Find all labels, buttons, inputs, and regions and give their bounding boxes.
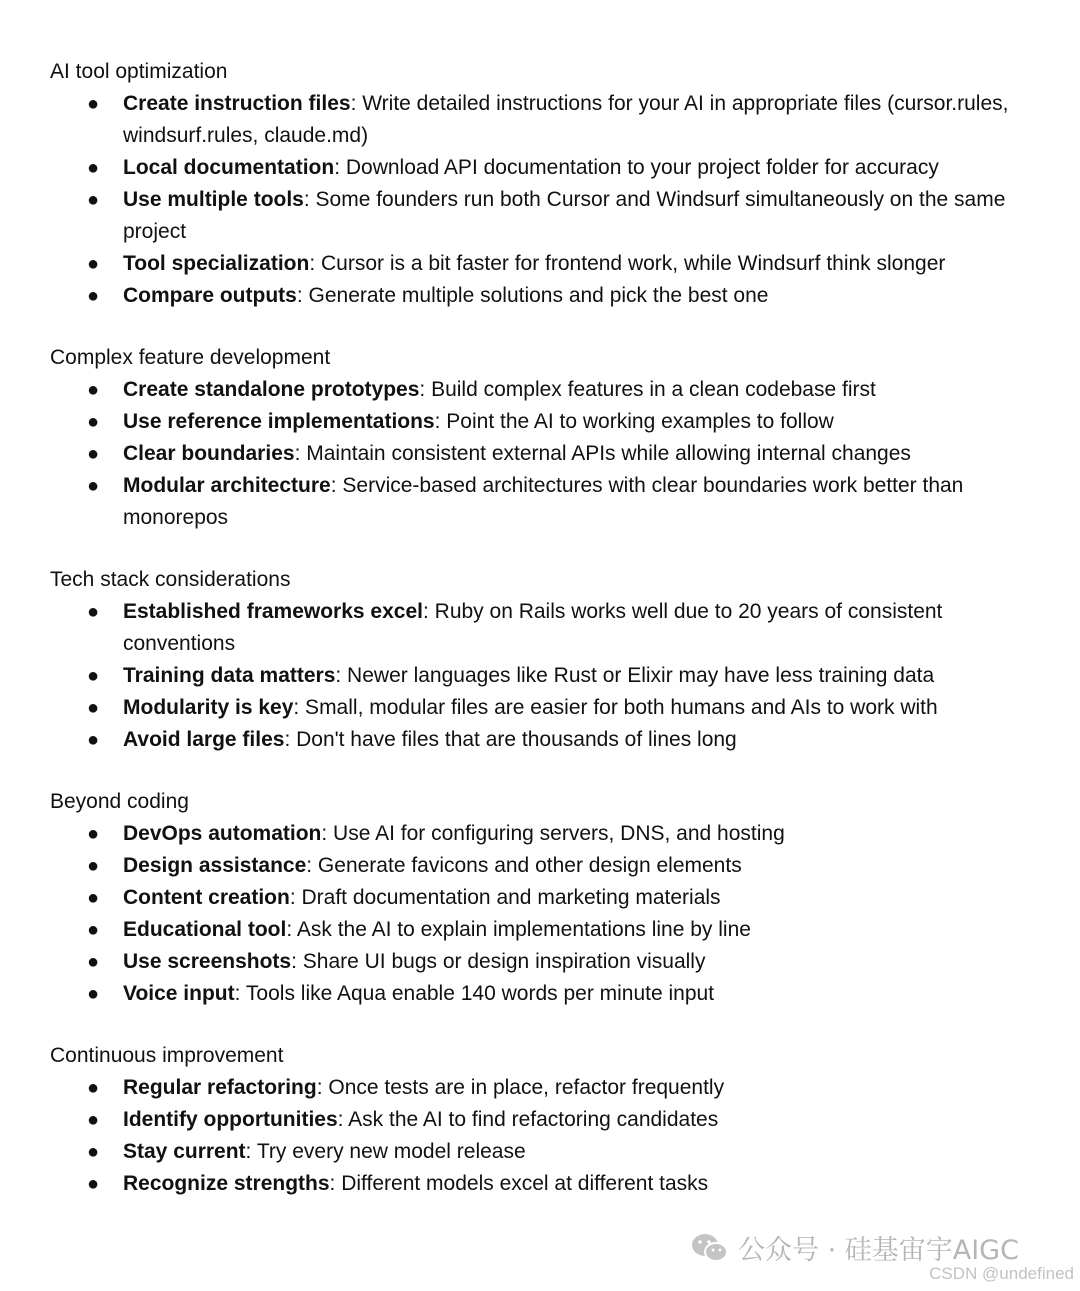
item-term: Create standalone prototypes [123, 378, 420, 401]
bullet-icon: ● [87, 823, 100, 845]
wechat-watermark [690, 1228, 1019, 1267]
bullet-icon: ● [87, 285, 100, 307]
section [50, 564, 1040, 756]
item-description: : Generate multiple solutions and pick the best one [296, 284, 769, 307]
item-description: : Try every new model release [245, 1140, 526, 1163]
list-item [50, 850, 1040, 882]
list-item [50, 1168, 1040, 1200]
list-item [50, 818, 1040, 850]
section [50, 1040, 1040, 1200]
bullet-icon: ● [87, 601, 100, 623]
section-title: Beyond coding [50, 790, 189, 813]
section-title: Complex feature development [50, 346, 331, 369]
section-title: Tech stack considerations [50, 568, 291, 591]
bullet-icon: ● [87, 443, 100, 465]
item-term: Create instruction files [123, 92, 351, 115]
item-description: : Don't have files that are thousands of lines long [284, 728, 737, 751]
bullet-icon: ● [87, 983, 100, 1005]
list-item [50, 184, 1040, 248]
list-item [50, 438, 1040, 470]
item-description: : Some founders run both Cursor and Windsurf simultaneously on the same project [123, 188, 1006, 243]
item-term: Modular architecture [123, 474, 331, 497]
list-item [50, 882, 1040, 914]
list-item [50, 280, 1040, 312]
list-item [50, 660, 1040, 692]
document-body [50, 56, 1040, 1230]
item-term: Modularity is key [123, 696, 294, 719]
list-item [50, 152, 1040, 184]
list-item [50, 1072, 1040, 1104]
item-term: Identify opportunities [123, 1108, 338, 1131]
item-term: Content creation [123, 886, 290, 909]
item-term: Established frameworks excel [123, 600, 423, 623]
list-item [50, 978, 1040, 1010]
list-item [50, 1136, 1040, 1168]
item-description: : Once tests are in place, refactor frequently [316, 1076, 725, 1099]
bullet-icon: ● [87, 189, 100, 211]
bullet-icon: ● [87, 855, 100, 877]
list-item [50, 374, 1040, 406]
csdn-credit: CSDN @undefined [929, 1264, 1074, 1283]
item-term: Clear boundaries [123, 442, 295, 465]
section [50, 786, 1040, 1010]
bullet-icon: ● [87, 1109, 100, 1131]
item-term: Tool specialization [123, 252, 310, 275]
list-item [50, 914, 1040, 946]
bullet-icon: ● [87, 93, 100, 115]
list-item [50, 406, 1040, 438]
item-description: : Download API documentation to your project folder for accuracy [334, 156, 939, 179]
item-description: : Service-based architectures with clear boundaries work better than monorepos [123, 474, 964, 529]
item-description: : Draft documentation and marketing materials [289, 886, 721, 909]
bullet-icon: ● [87, 1141, 100, 1163]
bullet-list [50, 374, 1040, 534]
item-term: Use reference implementations [123, 410, 435, 433]
bullet-icon: ● [87, 1173, 100, 1195]
section-title: AI tool optimization [50, 60, 228, 83]
bullet-icon: ● [87, 697, 100, 719]
item-description: : Maintain consistent external APIs while allowing internal changes [294, 442, 911, 465]
bullet-list [50, 596, 1040, 756]
item-description: : Write detailed instructions for your AI in appropriate files (cursor.rules, windsurf.rules, claude.md) [123, 92, 1009, 147]
item-description: : Cursor is a bit faster for frontend work, while Windsurf think slonger [309, 252, 946, 275]
list-item [50, 1104, 1040, 1136]
wechat-icon [690, 1231, 730, 1265]
bullet-list [50, 88, 1040, 312]
section [50, 342, 1040, 534]
list-item [50, 596, 1040, 660]
bullet-icon: ● [87, 729, 100, 751]
bullet-icon: ● [87, 919, 100, 941]
item-description: : Small, modular files are easier for both humans and AIs to work with [293, 696, 938, 719]
bullet-list [50, 818, 1040, 1010]
section [50, 56, 1040, 312]
item-term: Voice input [123, 982, 235, 1005]
item-description: : Newer languages like Rust or Elixir may have less training data [335, 664, 935, 687]
item-term: Recognize strengths [123, 1172, 330, 1195]
item-description: : Point the AI to working examples to follow [434, 410, 834, 433]
list-item [50, 692, 1040, 724]
watermark-text: 公众号 · 硅基宙宇AIGC [738, 1235, 1019, 1266]
item-term: Use screenshots [123, 950, 292, 973]
list-item [50, 88, 1040, 152]
item-term: Local documentation [123, 156, 335, 179]
bullet-icon: ● [87, 887, 100, 909]
bullet-icon: ● [87, 157, 100, 179]
bullet-icon: ● [87, 665, 100, 687]
bullet-icon: ● [87, 379, 100, 401]
item-description: : Ruby on Rails works well due to 20 years of consistent conventions [123, 600, 943, 655]
item-description: : Different models excel at different tasks [329, 1172, 709, 1195]
bullet-icon: ● [87, 253, 100, 275]
item-term: Regular refactoring [123, 1076, 317, 1099]
list-item [50, 248, 1040, 280]
item-term: Educational tool [123, 918, 287, 941]
item-term: Training data matters [123, 664, 336, 687]
item-term: Design assistance [123, 854, 307, 877]
list-item [50, 470, 1040, 534]
bullet-icon: ● [87, 951, 100, 973]
item-term: DevOps automation [123, 822, 322, 845]
item-description: : Ask the AI to find refactoring candidates [337, 1108, 719, 1131]
list-item [50, 724, 1040, 756]
bullet-icon: ● [87, 1077, 100, 1099]
item-term: Avoid large files [123, 728, 285, 751]
item-description: : Tools like Aqua enable 140 words per minute input [234, 982, 715, 1005]
item-description: : Generate favicons and other design elements [306, 854, 742, 877]
section-title: Continuous improvement [50, 1044, 284, 1067]
item-description: : Build complex features in a clean codebase first [419, 378, 876, 401]
list-item [50, 946, 1040, 978]
item-term: Compare outputs [123, 284, 297, 307]
item-description: : Ask the AI to explain implementations line by line [286, 918, 751, 941]
bullet-list [50, 1072, 1040, 1200]
item-description: : Share UI bugs or design inspiration visually [291, 950, 706, 973]
item-term: Stay current [123, 1140, 246, 1163]
item-term: Use multiple tools [123, 188, 304, 211]
bullet-icon: ● [87, 411, 100, 433]
item-description: : Use AI for configuring servers, DNS, and hosting [321, 822, 785, 845]
bullet-icon: ● [87, 475, 100, 497]
